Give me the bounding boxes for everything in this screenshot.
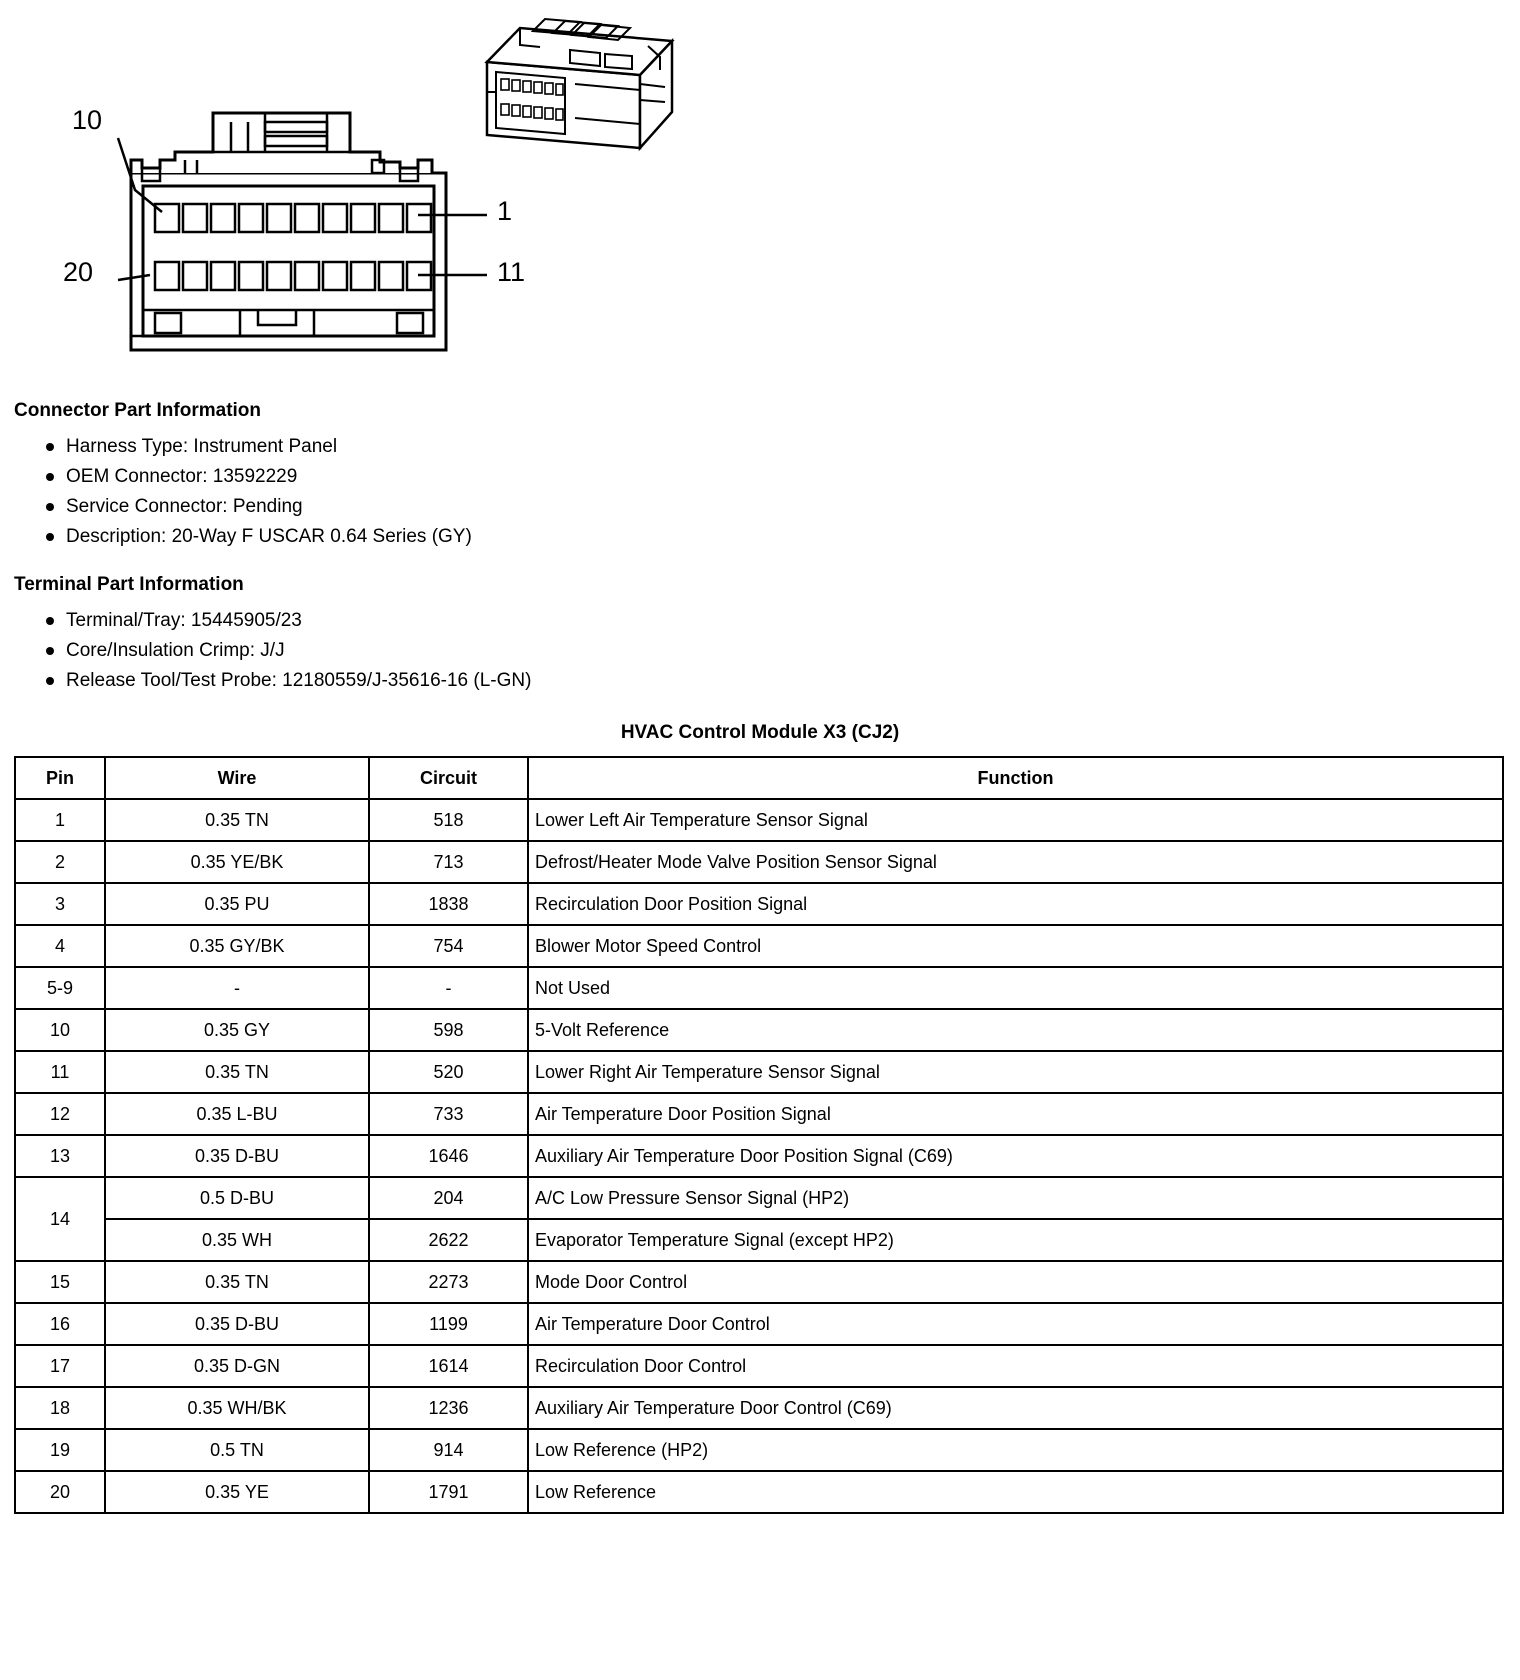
- cell-function: A/C Low Pressure Sensor Signal (HP2): [528, 1177, 1503, 1219]
- callout-pin-1: 1: [497, 196, 513, 226]
- cell-function: Auxiliary Air Temperature Door Position Signal (C69): [528, 1135, 1503, 1177]
- cell-function: Not Used: [528, 967, 1503, 1009]
- connector-face-view: [131, 113, 446, 350]
- callout-pin-11: 11: [497, 257, 526, 287]
- cell-circuit: 1646: [369, 1135, 528, 1177]
- cell-pin: 4: [15, 925, 105, 967]
- cell-circuit: 1236: [369, 1387, 528, 1429]
- column-header-wire: Wire: [105, 757, 369, 799]
- cell-pin: 1: [15, 799, 105, 841]
- connector-part-information-section: [14, 400, 1520, 552]
- table-row: [15, 1219, 1503, 1261]
- table-row: [15, 1345, 1503, 1387]
- cell-circuit: 1838: [369, 883, 528, 925]
- table-header-row: [15, 757, 1503, 799]
- cell-function: Lower Left Air Temperature Sensor Signal: [528, 799, 1503, 841]
- table-row: [15, 883, 1503, 925]
- table-row: [15, 1261, 1503, 1303]
- cell-wire: 0.35 TN: [105, 1261, 369, 1303]
- cell-wire: 0.35 GY/BK: [105, 925, 369, 967]
- list-item: Harness Type: Instrument Panel: [14, 432, 1520, 462]
- cell-wire: 0.35 PU: [105, 883, 369, 925]
- cell-function: Evaporator Temperature Signal (except HP2): [528, 1219, 1503, 1261]
- pin-table-title: HVAC Control Module X3 (CJ2): [620, 722, 900, 743]
- list-item: Release Tool/Test Probe: 12180559/J-35616-16 (L-GN): [14, 666, 1520, 696]
- cell-wire: -: [105, 967, 369, 1009]
- table-row: [15, 799, 1503, 841]
- cell-function: 5-Volt Reference: [528, 1009, 1503, 1051]
- cell-circuit: 598: [369, 1009, 528, 1051]
- table-row: [15, 1471, 1503, 1513]
- cell-pin: 5-9: [15, 967, 105, 1009]
- cell-function: Low Reference (HP2): [528, 1429, 1503, 1471]
- cell-pin: 2: [15, 841, 105, 883]
- table-row: [15, 1009, 1503, 1051]
- table-row: [15, 1135, 1503, 1177]
- pin-table: [14, 756, 1504, 1514]
- cell-pin: 11: [15, 1051, 105, 1093]
- cell-wire: 0.35 GY: [105, 1009, 369, 1051]
- table-row: [15, 925, 1503, 967]
- table-row: [15, 1093, 1503, 1135]
- cell-wire: 0.35 YE: [105, 1471, 369, 1513]
- cell-function: Recirculation Door Position Signal: [528, 883, 1503, 925]
- connector-diagram: [0, 0, 760, 400]
- column-header-function: Function: [528, 757, 1503, 799]
- cell-circuit: -: [369, 967, 528, 1009]
- terminal-part-information-title: Terminal Part Information: [14, 574, 244, 595]
- cell-wire: 0.35 WH/BK: [105, 1387, 369, 1429]
- cell-pin: 17: [15, 1345, 105, 1387]
- list-item: OEM Connector: 13592229: [14, 462, 1520, 492]
- cell-pin: 14: [15, 1177, 105, 1261]
- cell-circuit: 1614: [369, 1345, 528, 1387]
- list-item: Service Connector: Pending: [14, 492, 1520, 522]
- cell-circuit: 520: [369, 1051, 528, 1093]
- cell-function: Auxiliary Air Temperature Door Control (C69): [528, 1387, 1503, 1429]
- cell-function: Air Temperature Door Control: [528, 1303, 1503, 1345]
- callout-pin-10: 10: [72, 105, 103, 135]
- cell-pin: 13: [15, 1135, 105, 1177]
- cell-pin: 3: [15, 883, 105, 925]
- list-item: Terminal/Tray: 15445905/23: [14, 606, 1520, 636]
- cell-pin: 18: [15, 1387, 105, 1429]
- cell-function: Blower Motor Speed Control: [528, 925, 1503, 967]
- cell-pin: 10: [15, 1009, 105, 1051]
- connector-part-information-list: [14, 432, 1520, 552]
- cell-circuit: 1199: [369, 1303, 528, 1345]
- table-row: [15, 1429, 1503, 1471]
- cell-wire: 0.35 TN: [105, 799, 369, 841]
- connector-part-information-title: Connector Part Information: [14, 400, 262, 421]
- terminal-part-information-list: [14, 606, 1520, 696]
- cell-circuit: 204: [369, 1177, 528, 1219]
- table-row: [15, 1387, 1503, 1429]
- cell-wire: 0.35 WH: [105, 1219, 369, 1261]
- cell-circuit: 914: [369, 1429, 528, 1471]
- list-item: Description: 20-Way F USCAR 0.64 Series (GY): [14, 522, 1520, 552]
- cell-pin: 12: [15, 1093, 105, 1135]
- cell-pin: 20: [15, 1471, 105, 1513]
- cell-wire: 0.35 TN: [105, 1051, 369, 1093]
- cell-function: Low Reference: [528, 1471, 1503, 1513]
- cell-circuit: 1791: [369, 1471, 528, 1513]
- cell-wire: 0.35 D-BU: [105, 1303, 369, 1345]
- callout-pin-20: 20: [63, 257, 94, 287]
- table-row: [15, 967, 1503, 1009]
- column-header-circuit: Circuit: [369, 757, 528, 799]
- cell-circuit: 2622: [369, 1219, 528, 1261]
- cell-circuit: 713: [369, 841, 528, 883]
- column-header-pin: Pin: [15, 757, 105, 799]
- cell-function: Air Temperature Door Position Signal: [528, 1093, 1503, 1135]
- cell-circuit: 754: [369, 925, 528, 967]
- cell-pin: 16: [15, 1303, 105, 1345]
- cell-pin: 15: [15, 1261, 105, 1303]
- cell-wire: 0.35 L-BU: [105, 1093, 369, 1135]
- table-row: [15, 1051, 1503, 1093]
- table-row: [15, 1177, 1503, 1219]
- table-row: [15, 841, 1503, 883]
- connector-isometric-view: [487, 19, 672, 148]
- cell-wire: 0.35 YE/BK: [105, 841, 369, 883]
- cell-wire: 0.35 D-GN: [105, 1345, 369, 1387]
- cell-wire: 0.5 TN: [105, 1429, 369, 1471]
- cell-wire: 0.5 D-BU: [105, 1177, 369, 1219]
- cell-function: Mode Door Control: [528, 1261, 1503, 1303]
- cell-circuit: 518: [369, 799, 528, 841]
- cell-wire: 0.35 D-BU: [105, 1135, 369, 1177]
- cell-pin: 19: [15, 1429, 105, 1471]
- table-row: [15, 1303, 1503, 1345]
- terminal-part-information-section: [14, 574, 1520, 696]
- connector-figure: [0, 0, 1520, 400]
- cell-circuit: 733: [369, 1093, 528, 1135]
- list-item: Core/Insulation Crimp: J/J: [14, 636, 1520, 666]
- cell-function: Lower Right Air Temperature Sensor Signal: [528, 1051, 1503, 1093]
- cell-function: Defrost/Heater Mode Valve Position Sensor Signal: [528, 841, 1503, 883]
- cell-function: Recirculation Door Control: [528, 1345, 1503, 1387]
- cell-circuit: 2273: [369, 1261, 528, 1303]
